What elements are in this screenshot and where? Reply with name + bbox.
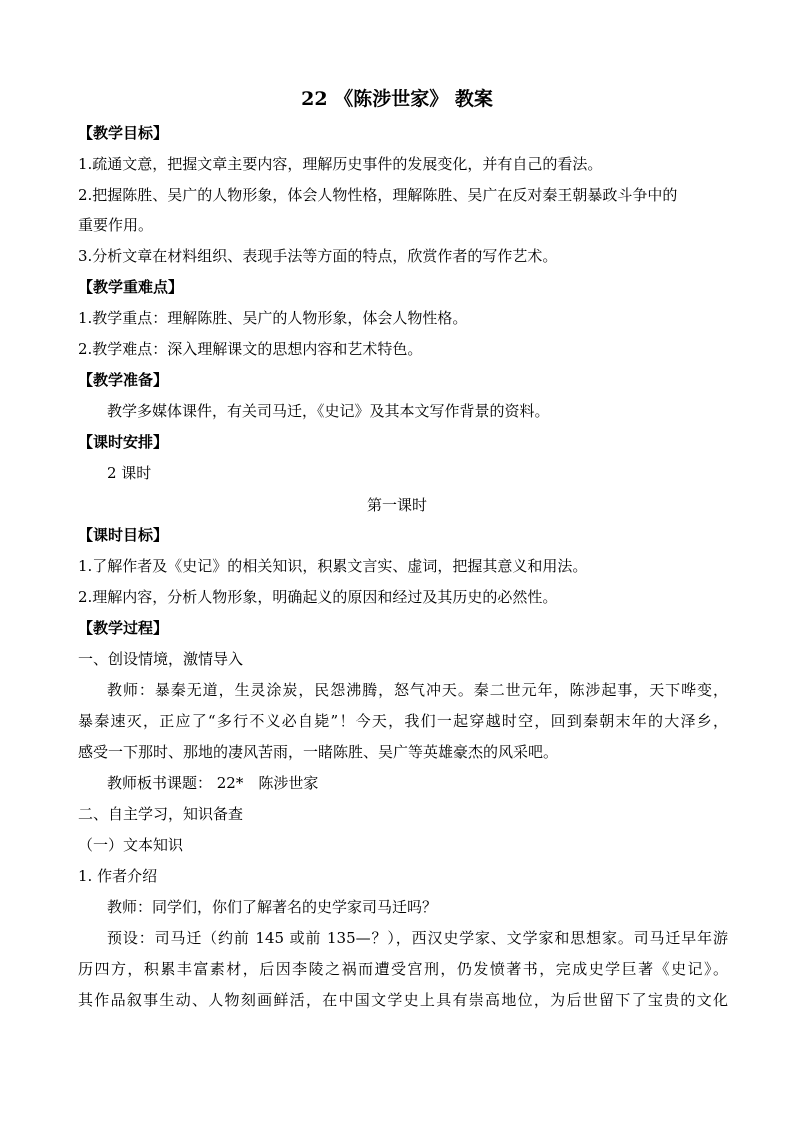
teacher-question: 教师：同学们，你们了解著名的史学家司马迁吗？: [107, 898, 438, 916]
author-paragraph-line-2: 历四方，积累丰富素材，后因李陵之祸而遭受宫刑，仍发愤著书，完成史学巨著《史记》。: [78, 960, 728, 978]
section-heading-teaching-goals: 【教学目标】: [78, 124, 169, 142]
author-paragraph-line-3: 其作品叙事生动、人物刻画鲜活，在中国文学史上具有崇高地位，为后世留下了宝贵的文化: [78, 991, 728, 1009]
section-heading-preparation: 【教学准备】: [78, 371, 169, 389]
lesson-goal-1: 1.了解作者及《史记》的相关知识，积累文言实、虚词，把握其意义和用法。: [78, 557, 588, 575]
schedule-text: 2 课时: [107, 464, 152, 482]
intro-paragraph-line-1: 教师：暴秦无道，生灵涂炭，民怨沸腾，怒气冲天。秦二世元年，陈涉起事，天下哗变，: [107, 681, 728, 699]
page-title: 22 《陈涉世家》 教案: [301, 88, 493, 110]
preparation-text: 教学多媒体课件，有关司马迁，《史记》及其本文写作背景的资料。: [107, 402, 550, 420]
goal-item-2: 2.把握陈胜、吴广的人物形象，体会人物性格，理解陈胜、吴广在反对秦王朝暴政斗争中的: [78, 186, 678, 204]
key-point-2: 2.教学难点：深入理解课文的思想内容和艺术特色。: [78, 340, 423, 358]
item-author-intro: 1. 作者介绍: [78, 867, 158, 885]
intro-paragraph-line-2: 暴秦速灭，正应了“多行不义必自毙”！今天，我们一起穿越时空，回到秦朝末年的大泽乡，: [78, 712, 728, 730]
lesson-one-heading: 第一课时: [366, 496, 427, 514]
goal-item-3: 3.分析文章在材料组织、表现手法等方面的特点，欣赏作者的写作艺术。: [78, 247, 558, 265]
key-point-1: 1.教学重点：理解陈胜、吴广的人物形象，体会人物性格。: [78, 309, 468, 327]
author-paragraph-line-1: 预设：司马迁（约前 145 或前 135—？），西汉史学家、文学家和思想家。司马迁早年游: [107, 929, 728, 947]
lesson-goal-2: 2.理解内容，分析人物形象，明确起义的原因和经过及其历史的必然性。: [78, 588, 558, 606]
subsection-text-knowledge: （一）文本知识: [78, 836, 184, 854]
section-heading-schedule: 【课时安排】: [78, 433, 169, 451]
process-step-2: 二、自主学习，知识备查: [78, 805, 244, 823]
process-step-1: 一、创设情境，激情导入: [78, 650, 244, 668]
section-heading-key-points: 【教学重难点】: [78, 278, 184, 296]
section-heading-process: 【教学过程】: [78, 619, 169, 637]
intro-paragraph-line-3: 感受一下那时、那地的凄风苦雨，一睹陈胜、吴广等英雄豪杰的风采吧。: [78, 743, 559, 761]
section-heading-lesson-goals: 【课时目标】: [78, 526, 169, 544]
board-title-text: 教师板书课题： 22* 陈涉世家: [107, 774, 319, 792]
goal-item-2-cont: 重要作用。: [78, 216, 154, 234]
goal-item-1: 1.疏通文意，把握文章主要内容，理解历史事件的发展变化，并有自己的看法。: [78, 155, 603, 173]
